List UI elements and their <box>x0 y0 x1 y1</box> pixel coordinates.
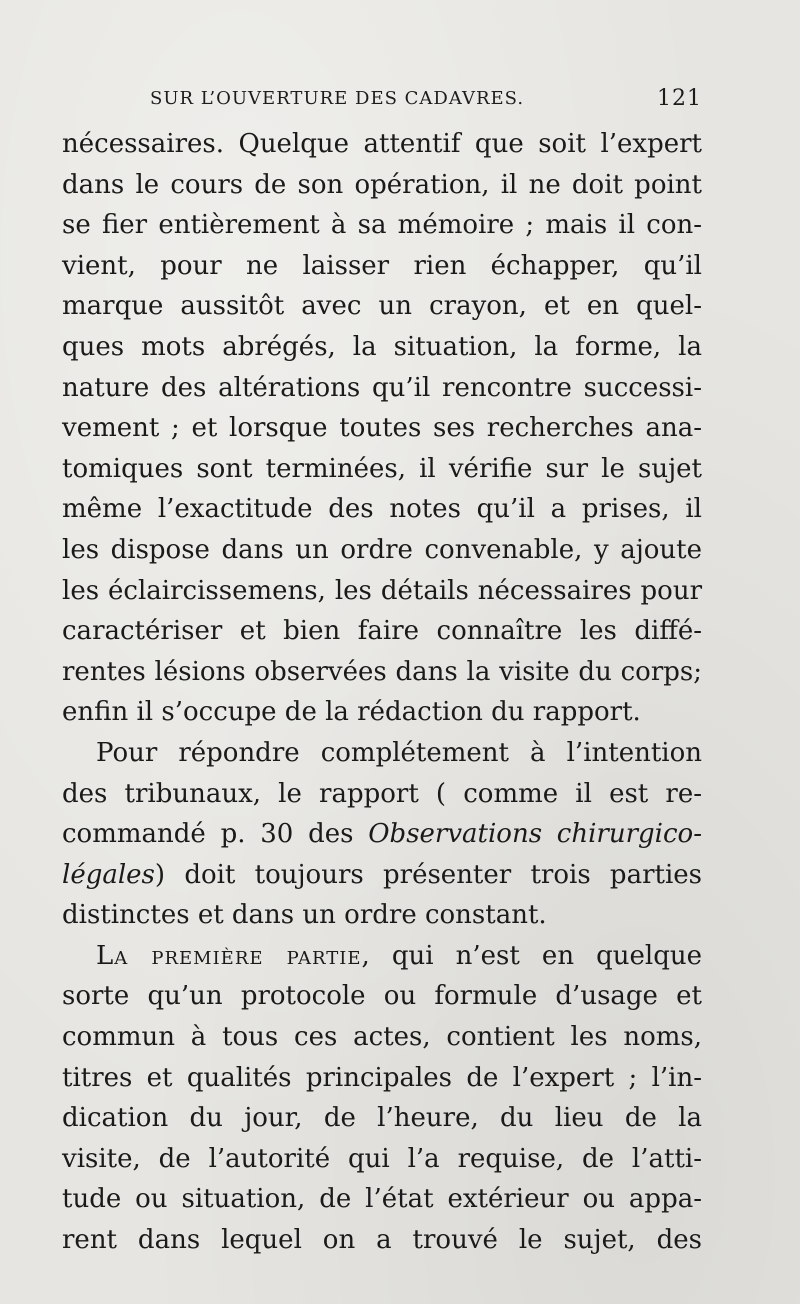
text-line: tude ou situation, de l’état extérieur ou appa- <box>62 1184 702 1215</box>
text-line: ques mots abrégés, la situation, la forme, la <box>62 331 702 362</box>
text-line: commun à tous ces actes, contient les noms, <box>62 1022 702 1053</box>
text-line: enfin il s’occupe de la rédaction du rapport. <box>62 697 641 728</box>
book-title-italic: légales <box>62 859 155 890</box>
text-line: tomiques sont terminées, il vérifie sur le sujet <box>62 453 702 484</box>
text-fragment: , qui n’est en quelque <box>361 940 702 971</box>
page-number: 121 <box>657 86 702 111</box>
text-line: caractériser et bien faire connaître les diffé- <box>62 616 702 647</box>
text-line: titres et qualités principales de l’expert ; l’in- <box>62 1062 702 1093</box>
body-text <box>62 124 702 1261</box>
text-line: Pour répondre complétement à l’intention <box>96 737 702 768</box>
text-line: rentes lésions observées dans la visite du corps; <box>62 656 702 687</box>
text-line: les dispose dans un ordre convenable, y ajoute <box>62 534 702 565</box>
text-line: nécessaires. Quelque attentif que soit l’expert <box>62 129 702 159</box>
text-line: dication du jour, de l’heure, du lieu de la <box>62 1103 702 1134</box>
book-title-italic: Observations chirurgico- <box>368 819 702 850</box>
text-line: marque aussitôt avec un crayon, et en quel- <box>62 291 702 322</box>
text-fragment: ) doit toujours présenter trois parties <box>154 859 702 890</box>
text-line <box>62 936 702 977</box>
text-line: même l’exactitude des notes qu’il a prises, il <box>62 494 702 525</box>
text-line: rent dans lequel on a trouvé le sujet, des <box>62 1225 702 1256</box>
text-fragment: commandé p. 30 des <box>62 819 354 850</box>
text-line: des tribunaux, le rapport ( comme il est re- <box>62 778 702 809</box>
section-heading-smallcaps: La première partie <box>96 940 362 971</box>
text-line: nature des altérations qu’il rencontre successi- <box>62 372 702 403</box>
text-line: visite, de l’autorité qui l’a requise, de l’atti- <box>62 1143 702 1174</box>
running-title: SUR L’OUVERTURE DES CADAVRES. <box>150 88 525 109</box>
text-line: sorte qu’un protocole ou formule d’usage et <box>62 981 702 1012</box>
text-line: vement ; et lorsque toutes ses recherches ana- <box>62 413 702 444</box>
text-line: distinctes et dans un ordre constant. <box>62 900 547 931</box>
running-head <box>150 84 702 116</box>
text-line: dans le cours de son opération, il ne doit point <box>62 169 702 200</box>
text-line: se fier entièrement à sa mémoire ; mais il con- <box>62 210 702 241</box>
text-line <box>62 855 702 896</box>
text-line <box>62 814 702 855</box>
text-line: vient, pour ne laisser rien échapper, qu’il <box>62 250 702 281</box>
text-line: les éclaircissemens, les détails nécessaires pour <box>62 575 702 606</box>
